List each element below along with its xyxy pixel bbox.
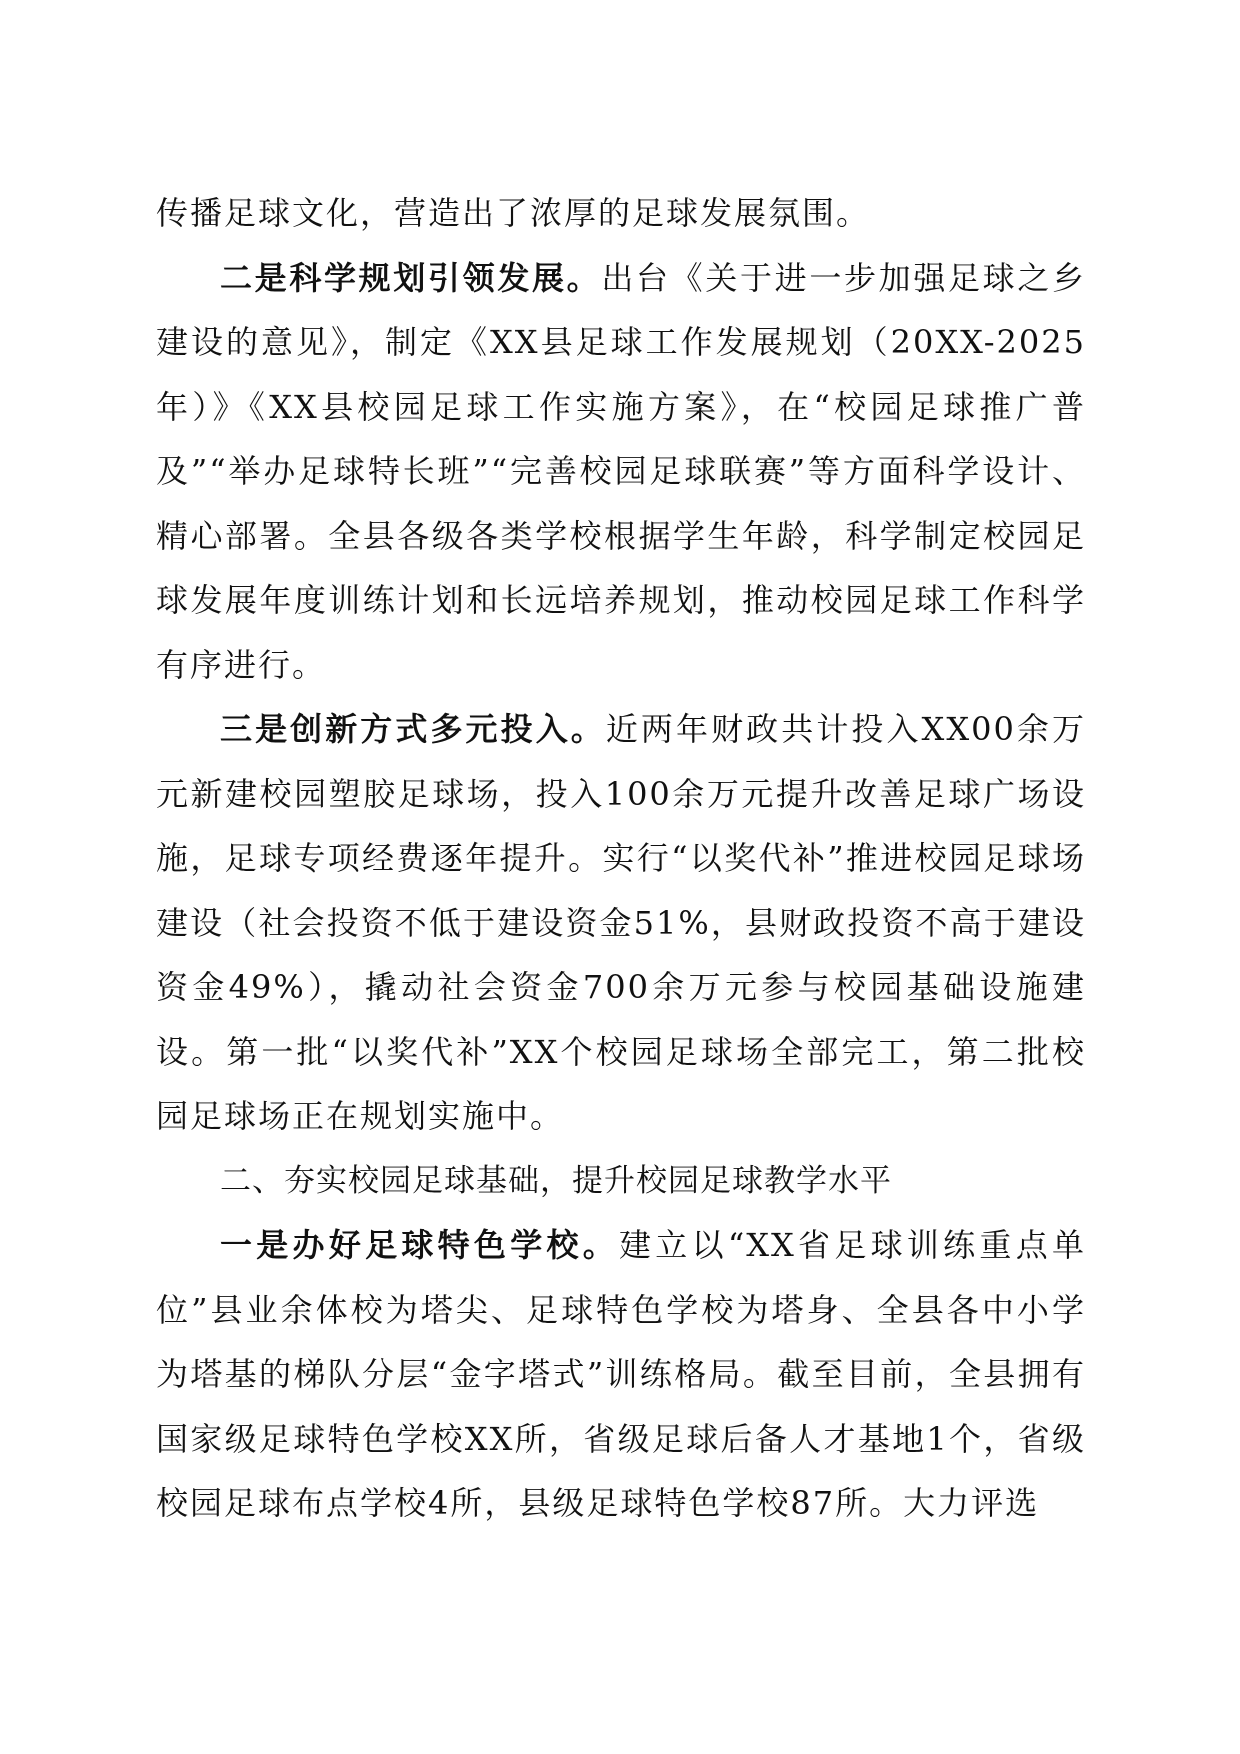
section-heading-text: 二、夯实校园足球基础，提升校园足球教学水平 [220,1162,892,1199]
paragraph-continuation [156,181,1086,246]
paragraph-text: 传播足球文化，营造出了浓厚的足球发展氛围。 [156,194,871,232]
paragraph-planning [156,246,1086,698]
paragraph-schools [156,1213,1086,1536]
paragraph-lead: 一是办好足球特色学校。 [220,1226,620,1264]
paragraph-text: 出台《关于进一步加强足球之乡建设的意见》，制定《XX县足球工作发展规划（20XX-2025年）》《XX县校园足球工作实施方案》，在“校园足球推广普及”“举办足球特长班”“完善校园足球联赛”等方面科学设计、精心部署。全县各级各类学校根据学生年龄，科学制定校园足球发展年度训练计划和长远培养规划，推动校园足球工作科学有序进行。 [156,258,1086,684]
paragraph-lead: 三是创新方式多元投入。 [220,710,606,748]
paragraph-lead: 二是科学规划引领发展。 [220,258,602,297]
paragraph-text: 近两年财政共计投入XX00余万元新建校园塑胶足球场，投入100余万元提升改善足球广场设施，足球专项经费逐年提升。实行“以奖代补”推进校园足球场建设（社会投资不低于建设资金51%，县财政投资不高于建设资金49%），撬动社会资金700余万元参与校园基础设施建设。第一批“以奖代补”XX个校园足球场全部完工，第二批校园足球场正在规划实施中。 [156,710,1086,1135]
section-heading [156,1149,1086,1214]
paragraph-investment [156,697,1086,1149]
paragraph-text: 建立以“XX省足球训练重点单位”县业余体校为塔尖、足球特色学校为塔身、全县各中小学为塔基的梯队分层“金字塔式”训练格局。截至目前，全县拥有国家级足球特色学校XX所，省级足球后备人才基地1个，省级校园足球布点学校4所，县级足球特色学校87所。大力评选 [156,1226,1086,1522]
body-text [156,181,1086,1536]
